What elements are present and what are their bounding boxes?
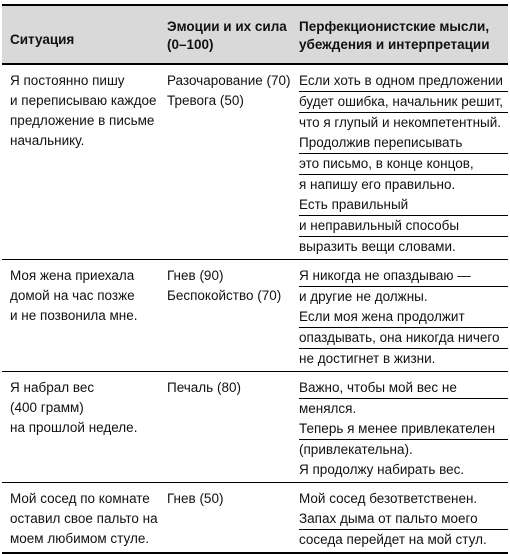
header-row xyxy=(2,5,508,64)
situation-cell xyxy=(2,260,159,372)
table-header xyxy=(2,5,508,64)
thought-line: Есть правильный xyxy=(299,195,508,216)
thought-line: Мой сосед безответственен. xyxy=(299,491,478,506)
thought-line: Запах дыма от пальто моего xyxy=(299,509,508,530)
emotion-entry: Разочарование (70) xyxy=(167,73,291,88)
situation-line: Мой сосед по комнате xyxy=(10,491,150,506)
thought-item xyxy=(299,378,502,419)
emotions-cell xyxy=(159,260,291,372)
table-row xyxy=(2,483,508,554)
situation-line: и не позвонила мне. xyxy=(10,308,138,323)
header-situation xyxy=(2,5,159,64)
thought-item xyxy=(299,266,502,307)
thought-line: менялся. xyxy=(299,401,357,416)
thought-item xyxy=(299,307,502,369)
thought-line: я напишу его правильно. xyxy=(299,177,456,192)
situation-line: (400 грамм) xyxy=(10,400,84,415)
thought-line: не достигнет в жизни. xyxy=(299,351,436,366)
emotion-entry: Тревога (50) xyxy=(167,93,244,108)
thoughts-cell xyxy=(291,64,508,260)
situation-line: предложение в письме xyxy=(10,113,155,128)
situation-cell xyxy=(2,372,159,483)
emotion-entry: Гнев (90) xyxy=(167,268,224,283)
situation-line: и переписываю каждое xyxy=(10,93,157,108)
thought-line: (привлекательна). xyxy=(299,442,413,457)
situation-line: домой на час позже xyxy=(10,288,135,303)
situation-line: оставил свое пальто на xyxy=(10,511,158,526)
thoughts-cell xyxy=(291,483,508,554)
thought-item xyxy=(299,419,502,460)
thought-line: Важно, чтобы мой вес не xyxy=(299,378,508,399)
thought-line: Продолжив переписывать xyxy=(299,133,508,154)
emotion-entry: Гнев (50) xyxy=(167,491,224,506)
header-situation-label: Ситуация xyxy=(10,32,75,47)
thought-line: Если моя жена продолжит xyxy=(299,307,508,328)
emotions-cell xyxy=(159,372,291,483)
table-row xyxy=(2,372,508,483)
thoughts-cell xyxy=(291,372,508,483)
header-thoughts xyxy=(291,5,508,64)
thought-line: это письмо, в конце концов, xyxy=(299,154,508,175)
situation-line: Я постоянно пишу xyxy=(10,73,125,88)
situation-cell xyxy=(2,64,159,260)
table-row xyxy=(2,260,508,372)
thoughts-cell xyxy=(291,260,508,372)
header-emotions-label: Эмоции и их сила xyxy=(167,19,287,34)
thought-item xyxy=(299,195,502,257)
situation-line: моем любимом стуле. xyxy=(10,531,150,546)
thought-line: и неправильный способы xyxy=(299,216,508,237)
situation-line: начальнику. xyxy=(10,133,85,148)
emotion-entry: Беспокойство (70) xyxy=(167,288,282,303)
thought-line: Если хоть в одном предложении xyxy=(299,71,508,92)
thought-item xyxy=(299,489,502,509)
thought-record-table xyxy=(2,4,508,554)
header-thoughts-label-1: Перфекционистские мысли, xyxy=(299,19,490,34)
cbt-thought-table xyxy=(2,4,508,554)
situation-cell xyxy=(2,483,159,554)
header-emotions xyxy=(159,5,291,64)
situation-line: Я набрал вес xyxy=(10,380,95,395)
thought-line: будет ошибка, начальник решит, xyxy=(299,92,508,113)
thought-item xyxy=(299,509,502,550)
situation-line: на прошлой неделе. xyxy=(10,420,138,435)
thought-item xyxy=(299,460,502,480)
thought-line: Я продолжу набирать вес. xyxy=(299,462,465,477)
thought-line: что я глупый и некомпетентный. xyxy=(299,115,502,130)
table-body xyxy=(2,64,508,553)
situation-line: Моя жена приехала xyxy=(10,268,135,283)
table-row xyxy=(2,64,508,260)
thought-item xyxy=(299,133,502,195)
thought-line: Теперь я менее привлекателен xyxy=(299,419,508,440)
thought-line: и другие не должны. xyxy=(299,289,428,304)
emotion-entry: Печаль (80) xyxy=(167,380,241,395)
emotions-cell xyxy=(159,64,291,260)
thought-line: выразить вещи словами. xyxy=(299,239,456,254)
header-thoughts-label-2: убеждения и интерпретации xyxy=(299,37,490,52)
thought-line: Я никогда не опаздываю — xyxy=(299,266,508,287)
thought-line: опаздывать, она никогда ничего xyxy=(299,328,508,349)
thought-line: соседа перейдет на мой стул. xyxy=(299,532,487,547)
header-emotions-scale: (0–100) xyxy=(167,37,214,52)
emotions-cell xyxy=(159,483,291,554)
thought-item xyxy=(299,71,502,133)
